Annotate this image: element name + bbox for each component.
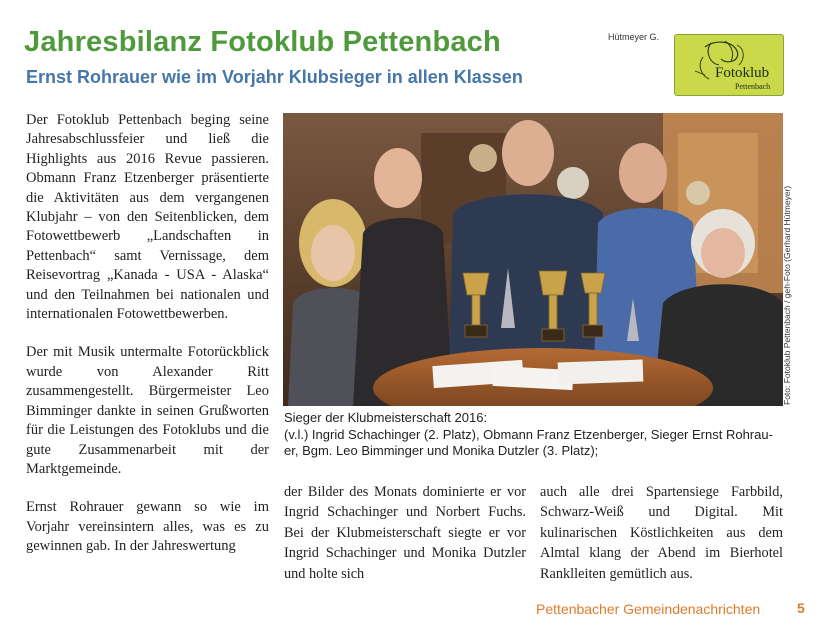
caption-line: Sieger der Klubmeisterschaft 2016: (284, 410, 488, 425)
logo-subtitle: Pettenbach (735, 82, 771, 91)
photo-illustration (283, 113, 783, 406)
paragraph: auch alle drei Spartensiege Farbbild, Schwarz-Weiß und Digital. Mit kulinarischen Köstlichkeiten aus dem Almtal klang der Abend im Bierhotel Ranklleiten gemütlich aus. (540, 484, 783, 582)
article-column-1 (26, 111, 269, 557)
paragraph: der Bilder des Monats dominierte er vor Ingrid Schachinger und Norbert Fuchs. Bei der Klubmeisterschaft siegte er vor Ingrid Schachinger und Monika Dutzler und holte sich (284, 484, 526, 582)
paragraph: Der mit Musik untermalte Fotorückblick wurde von Alexander Ritt zusammengestellt. Bürgermeister Leo Bimminger dankte in seinen Grußworten für die Leistungen des Fotoklubs und die gute Zusammenarbeit mit der Marktgemeinde. (26, 344, 269, 477)
paragraph: Der Fotoklub Pettenbach beging seine Jahresabschlussfeier und ließ die Highlights aus 2016 Revue passieren. Obmann Franz Etzenberger präsentierte die Aktivitäten aus dem vergangenen Klubjahr – von den Seitenblicken, dem Fotowettbewerb „Landschaften in Pettenbach“ samt Vernissage, dem Reisevortrag „Kanada - USA - Alaska“ und den Teilnahmen bei nationalen und internationalen Fotowettbewerben. (26, 112, 269, 323)
paragraph: Ernst Rohrauer gewann so wie im Vorjahr vereinsintern alles, was es zu gewinnen gab. In der Jahreswertung (26, 499, 269, 555)
fotoklub-logo (674, 34, 784, 96)
photo-credit: Foto: Fotoklub Pettenbach / geh-Foto (Gerhard Hütmeyer) (782, 185, 792, 405)
author-credit: Hütmeyer G. (608, 32, 660, 42)
logo-wordmark: Fotoklub (715, 65, 770, 81)
article-column-2 (284, 482, 526, 584)
page-number: 5 (797, 600, 805, 616)
caption-line: (v.l.) Ingrid Schachinger (2. Platz), Obmann Franz Etzenberger, Sieger Ernst Rohrau- (284, 426, 773, 442)
photo-caption (284, 410, 784, 460)
caption-line: er, Bgm. Leo Bimminger und Monika Dutzler (3. Platz); (284, 443, 599, 458)
group-photo (283, 113, 783, 406)
article-subheadline: Ernst Rohrauer wie im Vorjahr Klubsieger in allen Klassen (26, 67, 523, 87)
article-column-3 (540, 482, 783, 584)
publication-name: Pettenbacher Gemeindenachrichten (536, 601, 761, 617)
article-headline: Jahresbilanz Fotoklub Pettenbach (24, 26, 501, 58)
